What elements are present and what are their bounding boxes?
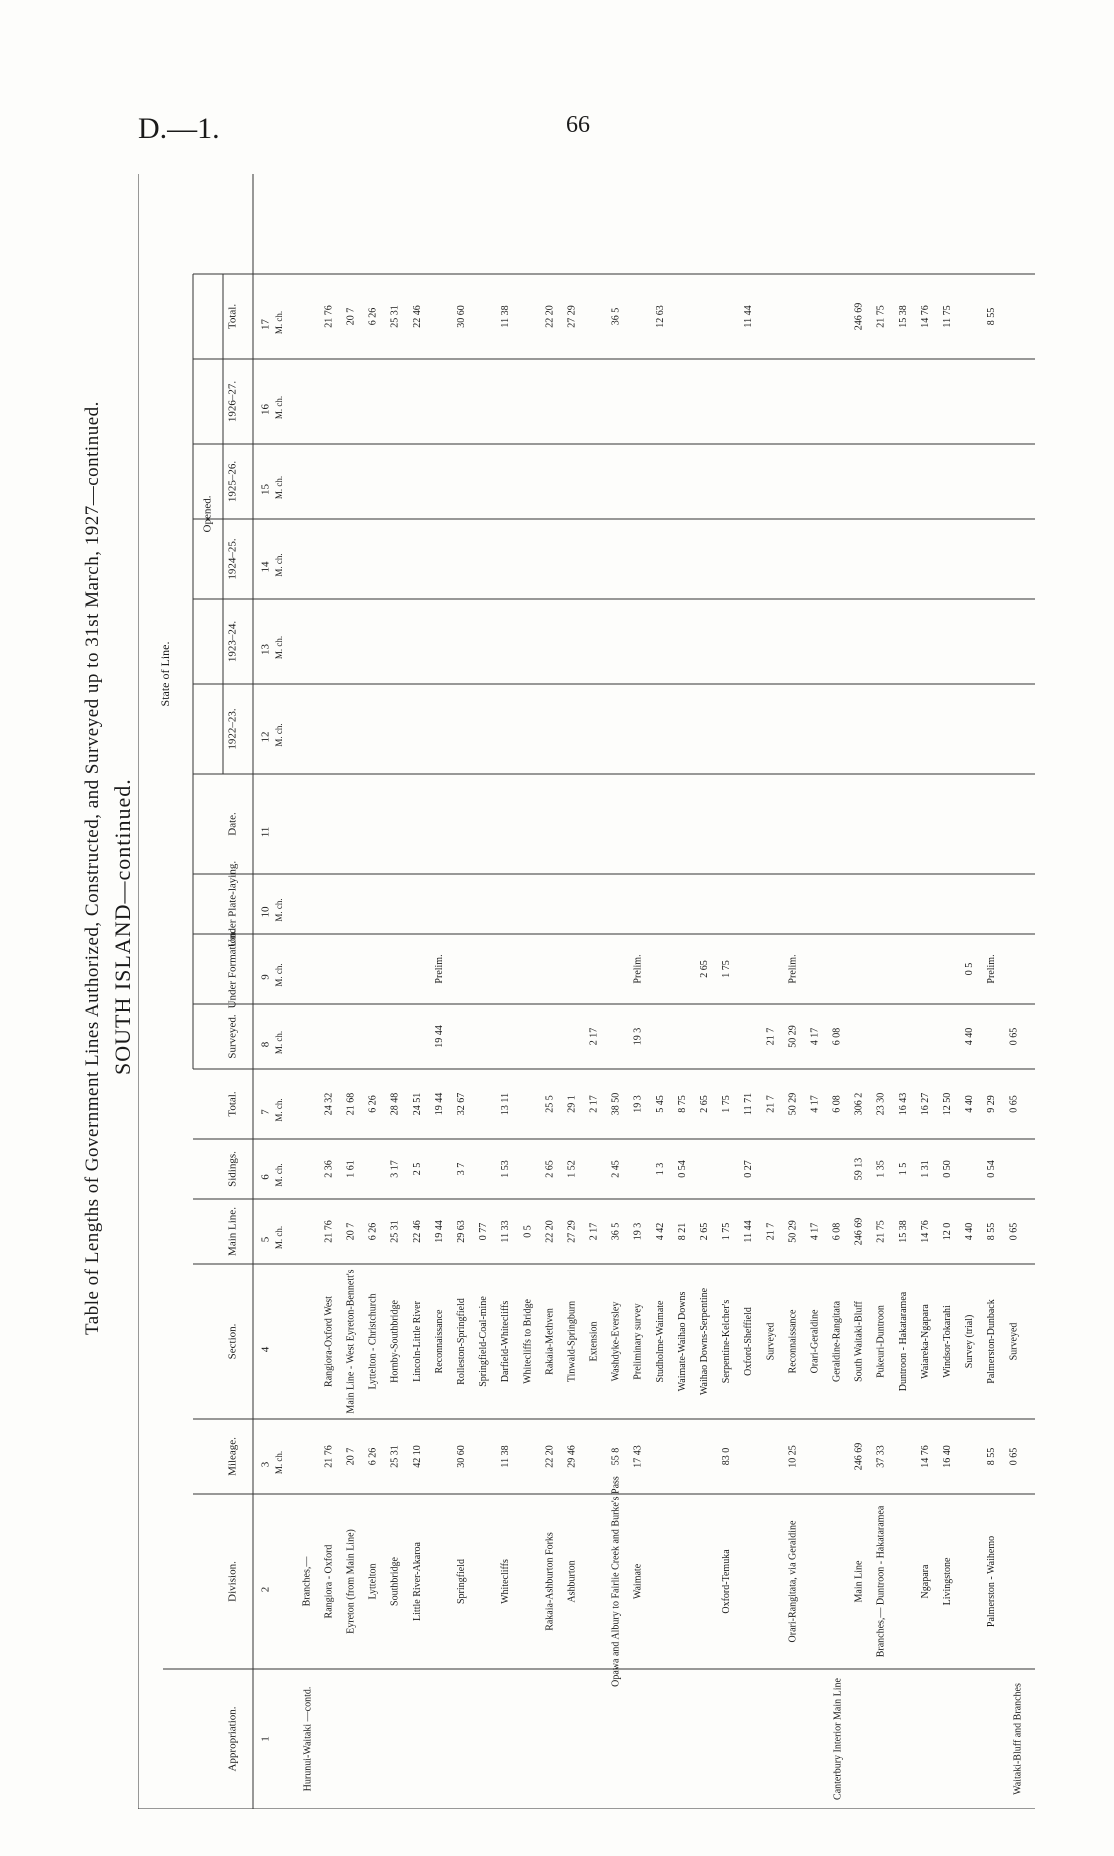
appropriation-label: Canterbury Interior Main Line (832, 1678, 844, 1800)
column-number-1: 1 (259, 1736, 272, 1742)
table-title: Table of Lengths of Government Lines Authorized, Constructed, and Surveyed up to 31st March, 1927—continued. (82, 401, 103, 1335)
cell-division: Springfield (455, 1559, 467, 1604)
cell-division: Ashburton (566, 1560, 578, 1603)
cell-main_line: 6 08 (831, 1222, 843, 1241)
cell-main_line: 19 44 (433, 1220, 445, 1243)
column-number-2: 2 (259, 1586, 272, 1593)
cell-opened_total: 15 38 (897, 305, 909, 328)
cell-sidings: 1 5 (897, 1162, 909, 1176)
cell-section: Rangiora-Oxford West (323, 1296, 335, 1387)
unit-label: M. ch. (274, 1098, 285, 1122)
column-number-12: 12 (259, 731, 272, 743)
cell-division: Southbridge (389, 1557, 401, 1606)
cell-sidings: 1 53 (500, 1160, 512, 1178)
column-number-13: 13 (259, 644, 272, 655)
cell-section: Orari-Geraldine (809, 1309, 821, 1374)
cell-main_line: 11 33 (500, 1220, 512, 1243)
cell-section: Surveyed (1008, 1322, 1020, 1361)
cell-section: Whitecliffs to Bridge (522, 1299, 534, 1384)
cell-division: Whitecliffs (500, 1559, 512, 1604)
cell-mileage: 246 69 (853, 1442, 865, 1471)
cell-section: Tinwald-Springburn (566, 1300, 578, 1383)
cell-sidings: 0 27 (743, 1160, 755, 1178)
cell-opened_total: 22 46 (411, 305, 423, 328)
cell-main_line: 21 75 (875, 1220, 887, 1243)
cell-total: 24 51 (411, 1092, 423, 1116)
cell-surveyed: 6 08 (831, 1027, 843, 1046)
cell-total: 32 67 (455, 1092, 467, 1116)
cell-opened_total: 36 5 (610, 307, 622, 326)
cell-main_line: 22 20 (544, 1220, 556, 1243)
cell-main_line: 1 75 (721, 1222, 733, 1241)
cell-opened_total: 246 69 (853, 302, 865, 331)
cell-mileage: 55 8 (610, 1447, 622, 1466)
column-header-surveyed: Surveyed. (226, 1014, 239, 1059)
column-header-appropriation: Appropriation. (226, 1706, 239, 1772)
cell-main_line: 27 29 (566, 1220, 578, 1243)
column-header-sidings: Sidings. (226, 1151, 239, 1187)
cell-section: Pukeuri-Duntroon (875, 1305, 887, 1378)
unit-label: M. ch. (274, 898, 285, 922)
cell-total: 19 44 (433, 1092, 445, 1116)
cell-division: Little River-Akaroa (411, 1542, 423, 1621)
cell-total: 16 27 (919, 1092, 931, 1116)
cell-section: Studholme-Waimate (654, 1300, 666, 1383)
cell-section: Lincoln-Little River (411, 1301, 423, 1382)
cell-division: Livingstone (941, 1557, 953, 1606)
cell-mileage: 21 76 (323, 1445, 335, 1468)
cell-main_line: 12 0 (941, 1222, 953, 1241)
column-header-y1924: 1924–25. (226, 538, 239, 580)
unit-label: M. ch. (274, 1450, 285, 1475)
column-header-y1925: 1925–26. (226, 460, 239, 503)
cell-surveyed: 19 3 (632, 1027, 644, 1046)
cell-mileage: 17 43 (632, 1445, 644, 1468)
column-number-17: 17 (259, 319, 272, 330)
cell-opened_total: 14 76 (919, 305, 931, 328)
cell-total: 5 45 (654, 1095, 666, 1113)
cell-section: Main Line - West Eyreton-Bennett's (345, 1269, 357, 1414)
column-number-14: 14 (259, 561, 272, 573)
cell-total: 8 75 (676, 1095, 688, 1113)
cell-total: 23 30 (875, 1092, 887, 1116)
cell-main_line: 11 44 (743, 1220, 755, 1243)
column-number-16: 16 (259, 404, 272, 415)
column-number-7: 7 (259, 1109, 272, 1115)
cell-section: Palmerston-Dunback (986, 1299, 998, 1384)
cell-opened_total: 6 26 (367, 307, 379, 326)
cell-total: 38 50 (610, 1092, 622, 1116)
cell-total: 50 29 (787, 1092, 799, 1116)
unit-label: M. ch. (274, 1225, 285, 1250)
cell-division: Main Line (853, 1560, 865, 1603)
cell-total: 2 17 (588, 1095, 600, 1113)
cell-division: Palmerston - Waihemo (986, 1535, 998, 1628)
cell-total: 306 2 (853, 1092, 865, 1116)
cell-sidings: 1 52 (566, 1160, 578, 1178)
column-header-y1922: 1922–23. (226, 708, 239, 750)
column-header-total: Total. (226, 1091, 239, 1117)
cell-section: Waimate-Waihao Downs (676, 1291, 688, 1392)
column-number-6: 6 (259, 1174, 272, 1180)
cell-division: Branches,— Duntroon - Hakataramea (875, 1505, 887, 1658)
cell-opened_total: 12 63 (654, 305, 666, 328)
cell-main_line: 2 17 (588, 1222, 600, 1241)
cell-opened_total: 25 31 (389, 305, 401, 328)
cell-total: 28 48 (389, 1092, 401, 1116)
cell-main_line: 8 55 (986, 1222, 998, 1241)
cell-section: Washdyke-Eversley (610, 1301, 622, 1382)
cell-mileage: 16 40 (941, 1445, 953, 1468)
column-number-3: 3 (259, 1461, 272, 1468)
cell-mileage: 42 10 (411, 1445, 423, 1468)
cell-opened_total: 11 38 (500, 305, 512, 328)
cell-division: Eyreton (from Main Line) (345, 1529, 357, 1634)
table-subtitle: SOUTH ISLAND—continued. (110, 778, 135, 1075)
cell-main_line: 246 69 (853, 1217, 865, 1246)
cell-sidings: 2 5 (411, 1162, 423, 1176)
cell-section: Darfield-Whitecliffs (500, 1300, 512, 1383)
cell-total: 13 11 (500, 1092, 512, 1116)
cell-main_line: 22 46 (411, 1220, 423, 1243)
appropriation-label: Waitaki-Bluff and Branches (1012, 1683, 1024, 1795)
column-header-opened_total: Total. (226, 303, 239, 330)
cell-total: 6 08 (831, 1095, 843, 1113)
cell-division: Rangiora - Oxford (323, 1544, 335, 1619)
cell-under_formation: Prelim. (986, 954, 998, 984)
cell-division: Waimate (632, 1563, 644, 1600)
column-header-mileage: Mileage. (226, 1437, 239, 1476)
cell-main_line: 20 7 (345, 1222, 357, 1241)
cell-section: Serpentine-Kelcher's (721, 1299, 733, 1384)
cell-section: Surveyed (765, 1322, 777, 1361)
cell-opened_total: 11 75 (941, 305, 953, 328)
cell-main_line: 14 76 (919, 1220, 931, 1243)
cell-opened_total: 11 44 (743, 305, 755, 328)
unit-label: M. ch. (274, 395, 285, 420)
cell-main_line: 0 65 (1008, 1222, 1020, 1241)
cell-main_line: 4 42 (654, 1222, 666, 1241)
cell-opened_total: 30 60 (455, 305, 467, 328)
cell-main_line: 21 7 (765, 1222, 777, 1241)
cell-under_formation: 0 5 (964, 962, 976, 976)
column-header-state-of-line: State of Line. (157, 641, 172, 707)
cell-surveyed: 2 17 (588, 1027, 600, 1046)
cell-mileage: 10 25 (787, 1445, 799, 1468)
cell-section: Hornby-Southbridge (389, 1300, 401, 1383)
cell-opened_total: 20 7 (345, 307, 357, 326)
cell-division: Opawa and Albury to Fairlie Creek and Burke's Pass (610, 1476, 622, 1687)
cell-mileage: 8 55 (986, 1447, 998, 1466)
cell-main_line: 36 5 (610, 1222, 622, 1241)
cell-total: 21 68 (345, 1092, 357, 1116)
cell-mileage: 14 76 (919, 1445, 931, 1468)
unit-label: M. ch. (274, 723, 285, 747)
cell-total: 2 65 (698, 1095, 710, 1113)
cell-main_line: 25 31 (389, 1220, 401, 1243)
column-header-section: Section. (226, 1323, 239, 1360)
cell-mileage: 0 65 (1008, 1447, 1020, 1466)
cell-total: 19 3 (632, 1095, 644, 1113)
cell-surveyed: 21 7 (765, 1027, 777, 1046)
appropriation-label: Hurunui-Waitaki —contd. (302, 1686, 314, 1792)
cell-total: 21 7 (765, 1095, 777, 1113)
cell-section: Oxford-Sheffield (743, 1307, 755, 1376)
column-number-4: 4 (259, 1346, 272, 1353)
cell-sidings: 59 13 (853, 1157, 865, 1181)
cell-opened_total: 21 76 (323, 305, 335, 328)
cell-total: 1 75 (721, 1095, 733, 1113)
cell-total: 4 40 (964, 1095, 976, 1113)
cell-sidings: 3 7 (455, 1162, 467, 1176)
page-number: 66 (566, 112, 590, 138)
cell-section: South Waitaki-Bluff (853, 1301, 865, 1382)
cell-opened_total: 8 55 (986, 307, 998, 326)
cell-under_formation: 1 75 (721, 960, 733, 978)
cell-main_line: 4 40 (964, 1222, 976, 1241)
cell-main_line: 29 63 (455, 1220, 467, 1243)
cell-mileage: 30 60 (455, 1445, 467, 1468)
unit-label: M. ch. (274, 635, 285, 660)
cell-section: Duntroon - Hakataramea (897, 1291, 909, 1392)
lengths-table (138, 174, 1035, 1809)
cell-mileage: 37 33 (875, 1445, 887, 1468)
unit-label: M. ch. (274, 963, 285, 987)
cell-sidings: 1 61 (345, 1160, 357, 1178)
cell-mileage: 25 31 (389, 1445, 401, 1468)
cell-sidings: 1 3 (654, 1162, 666, 1176)
cell-section: Geraldine-Rangitata (831, 1300, 843, 1383)
cell-mileage: 29 46 (566, 1445, 578, 1468)
column-header-under_platelaying: Under Plate-laying. (226, 860, 239, 948)
cell-sidings: 0 54 (986, 1160, 998, 1178)
column-number-10: 10 (259, 906, 272, 918)
cell-section: Preliminary survey (632, 1303, 644, 1380)
column-number-15: 15 (259, 484, 272, 495)
cell-mileage: 11 38 (500, 1445, 512, 1468)
cell-total: 12 50 (941, 1092, 953, 1116)
cell-section: Reconnaissance (787, 1309, 799, 1374)
cell-total: 0 65 (1008, 1095, 1020, 1113)
cell-division: Ngapara (919, 1564, 931, 1599)
cell-total: 11 71 (743, 1092, 755, 1116)
cell-opened_total: 21 75 (875, 305, 887, 328)
column-header-y1923: 1923–24. (226, 620, 239, 663)
cell-under_formation: 2 65 (698, 960, 710, 978)
cell-sidings: 2 36 (323, 1160, 335, 1178)
cell-section: Waihao Downs-Serpentine (698, 1287, 710, 1396)
cell-surveyed: 0 65 (1008, 1027, 1020, 1046)
column-header-main_line: Main Line. (226, 1207, 239, 1256)
cell-sidings: 0 50 (941, 1160, 953, 1178)
cell-division: Oxford-Temuka (721, 1549, 733, 1614)
cell-main_line: 19 3 (632, 1222, 644, 1241)
cell-sidings: 1 35 (875, 1160, 887, 1178)
column-header-date: Date. (226, 812, 239, 836)
unit-label: M. ch. (274, 553, 285, 577)
cell-sidings: 2 65 (544, 1160, 556, 1178)
cell-main_line: 0 5 (522, 1225, 534, 1238)
cell-section: Waiareka-Ngapara (919, 1304, 931, 1379)
cell-total: 29 1 (566, 1095, 578, 1113)
cell-surveyed: 50 29 (787, 1025, 799, 1048)
unit-label: M. ch. (274, 1030, 285, 1055)
cell-division: Branches,— (301, 1556, 313, 1607)
cell-main_line: 0 77 (478, 1222, 490, 1241)
cell-main_line: 2 65 (698, 1222, 710, 1241)
cell-section: Windsor-Tokarahi (941, 1305, 953, 1378)
cell-total: 9 29 (986, 1095, 998, 1113)
column-header-under_formation: Under Formation. (226, 929, 239, 1009)
cell-division: Lyttelton (367, 1563, 379, 1600)
column-number-5: 5 (259, 1236, 272, 1243)
cell-sidings: 2 45 (610, 1160, 622, 1178)
cell-under_formation: Prelim. (433, 954, 445, 984)
cell-sidings: 3 17 (389, 1160, 401, 1178)
cell-section: Rolleston-Springfield (455, 1298, 467, 1385)
cell-main_line: 4 17 (809, 1222, 821, 1241)
cell-main_line: 21 76 (323, 1220, 335, 1243)
cell-main_line: 15 38 (897, 1220, 909, 1243)
cell-mileage: 20 7 (345, 1447, 357, 1466)
cell-under_formation: Prelim. (787, 954, 799, 984)
unit-label: M. ch. (274, 475, 285, 500)
cell-total: 16 43 (897, 1092, 909, 1116)
cell-section: Lyttelton - Christchurch (367, 1293, 379, 1390)
cell-main_line: 6 26 (367, 1222, 379, 1241)
cell-opened_total: 27 29 (566, 305, 578, 328)
cell-section: Survey (trial) (964, 1314, 976, 1369)
cell-section: Rakaia-Methven (544, 1308, 556, 1375)
cell-section: Springfield-Coal-mine (478, 1296, 490, 1387)
header-code: D.—1. (138, 112, 220, 145)
cell-total: 4 17 (809, 1095, 821, 1113)
cell-opened_total: 22 20 (544, 305, 556, 328)
column-number-9: 9 (259, 974, 272, 980)
cell-section: Extension (588, 1321, 600, 1362)
column-header-division: Division. (226, 1561, 239, 1602)
unit-label: M. ch. (274, 1163, 285, 1187)
cell-division: Rakaia-Ashburton Forks (544, 1532, 556, 1631)
cell-division: Orari-Rangitata, via Geraldine (787, 1520, 799, 1643)
cell-main_line: 8 21 (676, 1222, 688, 1241)
column-header-y1926: 1926–27. (226, 380, 239, 423)
cell-total: 6 26 (367, 1095, 379, 1113)
cell-total: 25 5 (544, 1095, 556, 1113)
cell-mileage: 6 26 (367, 1447, 379, 1466)
cell-sidings: 1 31 (919, 1160, 931, 1178)
cell-under_formation: Prelim. (632, 954, 644, 984)
cell-main_line: 50 29 (787, 1220, 799, 1243)
cell-sidings: 0 54 (676, 1160, 688, 1178)
column-number-11: 11 (259, 826, 272, 838)
unit-label: M. ch. (274, 310, 285, 335)
cell-mileage: 83 0 (721, 1447, 733, 1466)
cell-section: Reconnaissance (433, 1309, 445, 1374)
column-number-8: 8 (259, 1041, 272, 1048)
column-header-opened: Opened. (201, 495, 214, 533)
cell-surveyed: 4 17 (809, 1027, 821, 1046)
cell-mileage: 22 20 (544, 1445, 556, 1468)
cell-total: 24 32 (323, 1092, 335, 1116)
cell-surveyed: 4 40 (964, 1027, 976, 1046)
cell-surveyed: 19 44 (433, 1025, 445, 1048)
